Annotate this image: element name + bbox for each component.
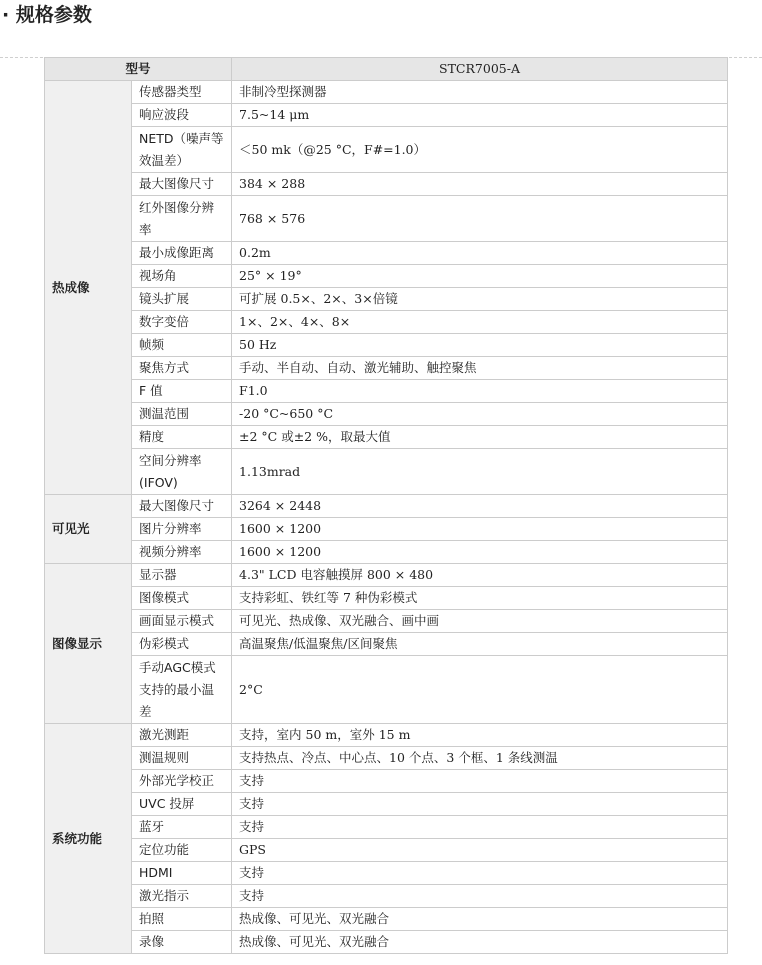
- spec-value: 支持: [232, 862, 728, 885]
- spec-value: GPS: [232, 839, 728, 862]
- spec-name: F 值: [132, 380, 232, 403]
- spec-name: 拍照: [132, 908, 232, 931]
- spec-value: 手动、半自动、自动、激光辅助、触控聚焦: [232, 357, 728, 380]
- table-row: [45, 357, 728, 380]
- spec-value: 384 × 288: [232, 173, 728, 196]
- spec-name: 聚焦方式: [132, 357, 232, 380]
- spec-value: 支持彩虹、铁红等 7 种伪彩模式: [232, 587, 728, 610]
- table-row: [45, 908, 728, 931]
- spec-value: 1600 × 1200: [232, 518, 728, 541]
- spec-name: 激光测距: [132, 724, 232, 747]
- spec-value: 4.3" LCD 电容触摸屏 800 × 480: [232, 564, 728, 587]
- table-row: [45, 311, 728, 334]
- table-row: [45, 288, 728, 311]
- spec-value: 1600 × 1200: [232, 541, 728, 564]
- table-row: [45, 380, 728, 403]
- spec-value: 7.5~14 μm: [232, 104, 728, 127]
- spec-name: 画面显示模式: [132, 610, 232, 633]
- spec-name: 数字变倍: [132, 311, 232, 334]
- table-header-row: [45, 58, 728, 81]
- spec-value: -20 °C~650 °C: [232, 403, 728, 426]
- spec-name: 精度: [132, 426, 232, 449]
- table-row: [45, 334, 728, 357]
- spec-name: 外部光学校正: [132, 770, 232, 793]
- spec-value: 1×、2×、4×、8×: [232, 311, 728, 334]
- spec-name: 测温规则: [132, 747, 232, 770]
- spec-value: 非制冷型探测器: [232, 81, 728, 104]
- spec-name: NETD（噪声等效温差）: [132, 127, 232, 173]
- spec-name: 帧频: [132, 334, 232, 357]
- table-row: [45, 862, 728, 885]
- spec-value: 热成像、可见光、双光融合: [232, 908, 728, 931]
- spec-name: 视场角: [132, 265, 232, 288]
- table-row: [45, 931, 728, 954]
- table-row: [45, 747, 728, 770]
- spec-value: 50 Hz: [232, 334, 728, 357]
- group-label-thermal: 热成像: [45, 81, 132, 495]
- spec-value: 支持热点、冷点、中心点、10 个点、3 个框、1 条线测温: [232, 747, 728, 770]
- spec-value: 支持: [232, 885, 728, 908]
- table-row: [45, 610, 728, 633]
- table-row: [45, 839, 728, 862]
- spec-value: 支持: [232, 816, 728, 839]
- spec-value: 支持: [232, 793, 728, 816]
- table-row: [45, 816, 728, 839]
- table-row: [45, 403, 728, 426]
- spec-name: 响应波段: [132, 104, 232, 127]
- table-row: [45, 81, 728, 104]
- spec-name: 显示器: [132, 564, 232, 587]
- table-row: [45, 495, 728, 518]
- table-row: [45, 242, 728, 265]
- table-row: [45, 587, 728, 610]
- spec-name: UVC 投屏: [132, 793, 232, 816]
- spec-value: ＜50 mk（@25 °C，F#=1.0）: [232, 127, 728, 173]
- spec-name: 最大图像尺寸: [132, 173, 232, 196]
- table-row: [45, 564, 728, 587]
- spec-value: 支持，室内 50 m，室外 15 m: [232, 724, 728, 747]
- table-row: [45, 196, 728, 242]
- table-row: [45, 724, 728, 747]
- spec-value: 高温聚焦/低温聚焦/区间聚焦: [232, 633, 728, 656]
- spec-value: 25° × 19°: [232, 265, 728, 288]
- table-row: [45, 265, 728, 288]
- table-row: [45, 633, 728, 656]
- spec-value: 可扩展 0.5×、2×、3×倍镜: [232, 288, 728, 311]
- spec-name: 激光指示: [132, 885, 232, 908]
- spec-name: 视频分辨率: [132, 541, 232, 564]
- spec-table: [44, 57, 728, 954]
- spec-value: 可见光、热成像、双光融合、画中画: [232, 610, 728, 633]
- group-label-system: 系统功能: [45, 724, 132, 954]
- group-label-visible: 可见光: [45, 495, 132, 564]
- spec-value: ±2 °C 或±2 %，取最大值: [232, 426, 728, 449]
- spec-value: 3264 × 2448: [232, 495, 728, 518]
- page-title: · 规格参数: [2, 4, 92, 26]
- table-row: [45, 770, 728, 793]
- spec-value: 768 × 576: [232, 196, 728, 242]
- table-row: [45, 104, 728, 127]
- spec-name: 传感器类型: [132, 81, 232, 104]
- spec-value: 0.2m: [232, 242, 728, 265]
- spec-name: 最小成像距离: [132, 242, 232, 265]
- spec-name: 测温范围: [132, 403, 232, 426]
- table-row: [45, 426, 728, 449]
- spec-name: 最大图像尺寸: [132, 495, 232, 518]
- table-row: [45, 173, 728, 196]
- spec-name: 定位功能: [132, 839, 232, 862]
- spec-name: 红外图像分辨率: [132, 196, 232, 242]
- spec-name: HDMI: [132, 862, 232, 885]
- spec-value: 支持: [232, 770, 728, 793]
- spec-value: F1.0: [232, 380, 728, 403]
- table-row: [45, 541, 728, 564]
- table-row: [45, 518, 728, 541]
- spec-name: 图像模式: [132, 587, 232, 610]
- spec-name: 空间分辨率(IFOV): [132, 449, 232, 495]
- spec-name: 图片分辨率: [132, 518, 232, 541]
- spec-value: 热成像、可见光、双光融合: [232, 931, 728, 954]
- spec-name: 伪彩模式: [132, 633, 232, 656]
- table-row: [45, 127, 728, 173]
- spec-name: 录像: [132, 931, 232, 954]
- group-label-display: 图像显示: [45, 564, 132, 724]
- model-label: 型号: [45, 58, 232, 81]
- table-row: [45, 885, 728, 908]
- model-value: STCR7005-A: [232, 58, 728, 81]
- spec-name: 蓝牙: [132, 816, 232, 839]
- spec-name: 镜头扩展: [132, 288, 232, 311]
- spec-value: 2°C: [232, 656, 728, 724]
- table-row: [45, 449, 728, 495]
- spec-name: 手动AGC模式支持的最小温差: [132, 656, 232, 724]
- table-row: [45, 656, 728, 724]
- spec-value: 1.13mrad: [232, 449, 728, 495]
- table-row: [45, 793, 728, 816]
